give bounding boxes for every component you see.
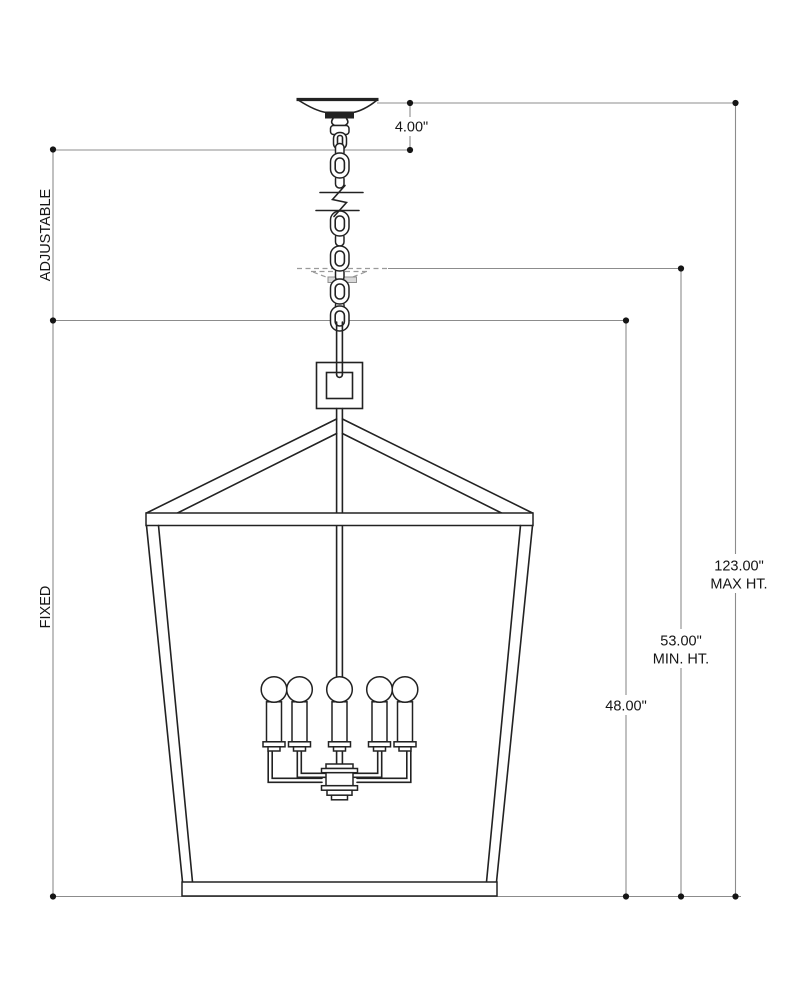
canopy-dome [299, 101, 377, 113]
bulb [261, 677, 287, 703]
dim-max-height-value: 123.00" [714, 558, 764, 575]
rod-tip [337, 375, 343, 378]
bulb [367, 677, 393, 703]
wall-left-outer [147, 526, 183, 883]
dimension-labels [38, 117, 775, 715]
roof-strut-left-lower [177, 434, 337, 514]
bulb [327, 677, 353, 703]
candles [261, 677, 418, 751]
lantern-frame [146, 419, 533, 896]
dimension-lines [50, 100, 741, 900]
adjustable-label: ADJUSTABLE [38, 188, 54, 282]
square-ring-outer [317, 363, 363, 409]
dimension-dots [50, 100, 739, 900]
center-hub [322, 764, 358, 800]
base-band [182, 882, 497, 896]
candle-4 [367, 677, 393, 751]
chandelier-fixture [146, 100, 533, 897]
bulb [287, 677, 313, 703]
top-band [146, 513, 533, 526]
candle-5 [392, 677, 418, 751]
candle-cluster [261, 677, 418, 800]
wall-right-outer [497, 526, 533, 883]
candle-1 [261, 677, 287, 751]
dim-min-height-value: 53.00" [660, 633, 702, 650]
bulb [392, 677, 418, 703]
dim-max-height-label: MAX HT. [710, 576, 768, 593]
stem-and-ring [317, 322, 363, 678]
wall-right-inner [487, 526, 521, 883]
square-ring-inner [327, 373, 353, 399]
dim-min-height-label: MIN. HT. [652, 651, 710, 668]
chain [316, 144, 363, 332]
wall-left-inner [159, 526, 193, 883]
candle-3-center [327, 677, 353, 751]
ghost-canopy-side-left [313, 272, 330, 279]
dim-fixture-height-value: 48.00" [605, 698, 647, 715]
roof-strut-right-upper [342, 419, 532, 513]
candle-2 [287, 677, 313, 751]
canopy-collar [326, 112, 354, 118]
roof-strut-right-lower [342, 434, 502, 514]
canopy [297, 100, 379, 150]
roof-strut-left-upper [147, 419, 337, 513]
dim-canopy-drop-value: 4.00" [394, 119, 429, 136]
fixed-label: FIXED [38, 585, 54, 629]
canopy-finial [332, 119, 348, 126]
